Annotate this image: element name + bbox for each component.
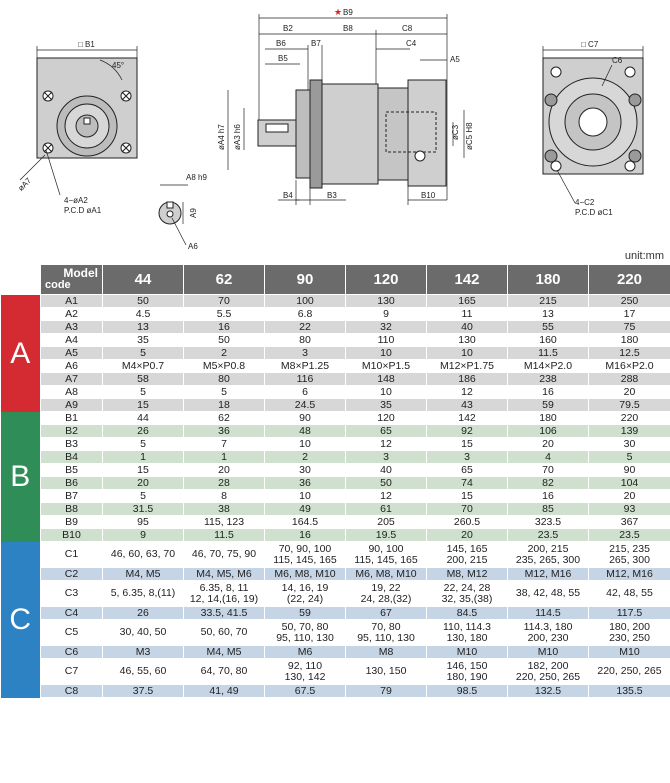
value-cell: 38, 42, 48, 55 — [508, 581, 589, 607]
value-cell: 20 — [589, 386, 670, 399]
value-cell: 146, 150 180, 190 — [427, 659, 508, 685]
value-cell: 20 — [184, 464, 265, 477]
code-cell: A5 — [41, 347, 103, 360]
value-cell: 59 — [508, 399, 589, 412]
value-cell: 90 — [589, 464, 670, 477]
code-cell: A2 — [41, 308, 103, 321]
label-b2: B2 — [283, 24, 293, 33]
table-row — [1, 542, 670, 568]
code-cell: A6 — [41, 360, 103, 373]
value-cell: 16 — [508, 386, 589, 399]
value-cell: 9 — [346, 308, 427, 321]
label-c7: □ C7 — [581, 40, 599, 49]
code-cell: A9 — [41, 399, 103, 412]
spec-table-body — [1, 295, 670, 698]
value-cell: 260.5 — [427, 516, 508, 529]
label-b9: B9 — [343, 8, 353, 17]
table-row — [1, 477, 670, 490]
code-cell: B7 — [41, 490, 103, 503]
value-cell: M6, M8, M10 — [265, 568, 346, 581]
label-c5: øC5 H8 — [465, 122, 474, 150]
value-cell: 92 — [427, 425, 508, 438]
unit-label: unit:mm — [624, 250, 664, 262]
model-header: 220 — [589, 265, 670, 295]
value-cell: 117.5 — [589, 607, 670, 620]
value-cell: M12, M16 — [589, 568, 670, 581]
code-cell: A4 — [41, 334, 103, 347]
value-cell: 65 — [427, 464, 508, 477]
value-cell: 33.5, 41.5 — [184, 607, 265, 620]
value-cell: 120 — [346, 412, 427, 425]
value-cell: 61 — [346, 503, 427, 516]
value-cell: 182, 200 220, 250, 265 — [508, 659, 589, 685]
value-cell: 15 — [103, 399, 184, 412]
value-cell: M4, M5 — [103, 568, 184, 581]
value-cell: 70 — [184, 295, 265, 308]
model-header: 180 — [508, 265, 589, 295]
value-cell: 110 — [346, 334, 427, 347]
value-cell: 205 — [346, 516, 427, 529]
value-cell: 90 — [265, 412, 346, 425]
value-cell: 36 — [265, 477, 346, 490]
table-row — [1, 464, 670, 477]
value-cell: 12 — [346, 490, 427, 503]
value-cell: 1 — [103, 451, 184, 464]
value-cell: 30 — [265, 464, 346, 477]
value-cell: 220, 250, 265 — [589, 659, 670, 685]
code-cell: C5 — [41, 620, 103, 646]
value-cell: 48 — [265, 425, 346, 438]
code-cell: A8 — [41, 386, 103, 399]
label-c6: C6 — [612, 56, 623, 65]
drawing-svg — [0, 0, 670, 262]
code-cell: B5 — [41, 464, 103, 477]
value-cell: 3 — [265, 347, 346, 360]
value-cell: 90, 100 115, 145, 165 — [346, 542, 427, 568]
value-cell: 16 — [265, 529, 346, 542]
value-cell: 114.5 — [508, 607, 589, 620]
value-cell: 75 — [589, 321, 670, 334]
value-cell: 62 — [184, 412, 265, 425]
value-cell: 106 — [508, 425, 589, 438]
value-cell: 6 — [265, 386, 346, 399]
value-cell: M8 — [346, 646, 427, 659]
header-spacer — [1, 265, 41, 295]
value-cell: 93 — [589, 503, 670, 516]
value-cell: 46, 55, 60 — [103, 659, 184, 685]
value-cell: 79 — [346, 685, 427, 698]
motor-flange-view — [543, 46, 643, 203]
value-cell: 37.5 — [103, 685, 184, 698]
label-b4: B4 — [283, 191, 293, 200]
dimension-drawing — [0, 0, 670, 262]
model-code-header — [41, 265, 103, 295]
model-header: 44 — [103, 265, 184, 295]
value-cell: 64, 70, 80 — [184, 659, 265, 685]
value-cell: M5×P0.8 — [184, 360, 265, 373]
value-cell: 13 — [508, 308, 589, 321]
value-cell: 5, 6.35, 8,(11) — [103, 581, 184, 607]
code-label: code — [45, 279, 71, 291]
label-c3: øC3 — [451, 124, 460, 140]
code-cell: B10 — [41, 529, 103, 542]
value-cell: 74 — [427, 477, 508, 490]
table-row — [1, 620, 670, 646]
code-cell: C7 — [41, 659, 103, 685]
value-cell: 16 — [508, 490, 589, 503]
value-cell: 10 — [346, 386, 427, 399]
value-cell: 132.5 — [508, 685, 589, 698]
label-a5: A5 — [450, 55, 460, 64]
value-cell: 142 — [427, 412, 508, 425]
value-cell: 59 — [265, 607, 346, 620]
label-b8: B8 — [343, 24, 353, 33]
value-cell: 70, 90, 100 115, 145, 165 — [265, 542, 346, 568]
label-a3: øA3 h6 — [233, 124, 242, 150]
value-cell: 30 — [589, 438, 670, 451]
value-cell: 16 — [184, 321, 265, 334]
spec-table — [0, 264, 670, 698]
value-cell: 82 — [508, 477, 589, 490]
value-cell: 50, 60, 70 — [184, 620, 265, 646]
value-cell: 15 — [103, 464, 184, 477]
value-cell: 4.5 — [103, 308, 184, 321]
value-cell: 130 — [427, 334, 508, 347]
group-label-b: B — [1, 412, 41, 542]
value-cell: M4, M5, M6 — [184, 568, 265, 581]
label-c2: 4−C2 — [575, 198, 595, 207]
label-a9: A9 — [189, 208, 198, 218]
value-cell: 180, 200 230, 250 — [589, 620, 670, 646]
code-cell: C6 — [41, 646, 103, 659]
value-cell: 20 — [427, 529, 508, 542]
label-a6: A6 — [188, 242, 198, 251]
table-row — [1, 516, 670, 529]
value-cell: 70, 80 95, 110, 130 — [346, 620, 427, 646]
table-row — [1, 373, 670, 386]
value-cell: 55 — [508, 321, 589, 334]
value-cell: 30, 40, 50 — [103, 620, 184, 646]
value-cell: M10 — [589, 646, 670, 659]
value-cell: 11.5 — [184, 529, 265, 542]
value-cell: 22 — [265, 321, 346, 334]
value-cell: 250 — [589, 295, 670, 308]
code-cell: B1 — [41, 412, 103, 425]
value-cell: 114.3, 180 200, 230 — [508, 620, 589, 646]
value-cell: 6.8 — [265, 308, 346, 321]
value-cell: 36 — [184, 425, 265, 438]
table-row — [1, 399, 670, 412]
table-row — [1, 438, 670, 451]
value-cell: 180 — [508, 412, 589, 425]
value-cell: 20 — [508, 438, 589, 451]
value-cell: 67 — [346, 607, 427, 620]
value-cell: 2 — [265, 451, 346, 464]
value-cell: 5 — [103, 490, 184, 503]
value-cell: 84.5 — [427, 607, 508, 620]
value-cell: 80 — [184, 373, 265, 386]
table-row — [1, 347, 670, 360]
value-cell: M10 — [508, 646, 589, 659]
value-cell: 11.5 — [508, 347, 589, 360]
value-cell: M12, M16 — [508, 568, 589, 581]
value-cell: 115, 123 — [184, 516, 265, 529]
value-cell: 5 — [184, 386, 265, 399]
code-cell: B3 — [41, 438, 103, 451]
model-header: 62 — [184, 265, 265, 295]
code-cell: A7 — [41, 373, 103, 386]
value-cell: 46, 60, 63, 70 — [103, 542, 184, 568]
value-cell: 5 — [589, 451, 670, 464]
value-cell: 367 — [589, 516, 670, 529]
value-cell: 238 — [508, 373, 589, 386]
label-b5: B5 — [278, 54, 288, 63]
code-cell: C3 — [41, 581, 103, 607]
value-cell: 215, 235 265, 300 — [589, 542, 670, 568]
table-row — [1, 503, 670, 516]
value-cell: 49 — [265, 503, 346, 516]
table-row — [1, 685, 670, 698]
value-cell: 2 — [184, 347, 265, 360]
shaft-end-view — [159, 185, 188, 245]
value-cell: M6, M8, M10 — [346, 568, 427, 581]
table-row — [1, 659, 670, 685]
value-cell: 50 — [103, 295, 184, 308]
value-cell: 12 — [427, 386, 508, 399]
value-cell: 40 — [427, 321, 508, 334]
code-cell: B4 — [41, 451, 103, 464]
value-cell: 38 — [184, 503, 265, 516]
code-cell: C4 — [41, 607, 103, 620]
value-cell: 50 — [346, 477, 427, 490]
table-row — [1, 425, 670, 438]
value-cell: 44 — [103, 412, 184, 425]
label-a2: 4−øA2 — [64, 196, 88, 205]
code-cell: A1 — [41, 295, 103, 308]
table-row — [1, 334, 670, 347]
label-a4: øA4 h7 — [217, 124, 226, 150]
value-cell: 70 — [508, 464, 589, 477]
table-row — [1, 607, 670, 620]
value-cell: 80 — [265, 334, 346, 347]
value-cell: 22, 24, 28 32, 35,(38) — [427, 581, 508, 607]
spec-table-container — [0, 264, 670, 698]
code-cell: A3 — [41, 321, 103, 334]
value-cell: 139 — [589, 425, 670, 438]
code-cell: B2 — [41, 425, 103, 438]
value-cell: 4 — [508, 451, 589, 464]
value-cell: 24.5 — [265, 399, 346, 412]
value-cell: 1 — [184, 451, 265, 464]
label-a7: øA7 — [16, 176, 34, 193]
value-cell: 95 — [103, 516, 184, 529]
value-cell: M10×P1.5 — [346, 360, 427, 373]
value-cell: 70 — [427, 503, 508, 516]
value-cell: 50, 70, 80 95, 110, 130 — [265, 620, 346, 646]
value-cell: 11 — [427, 308, 508, 321]
value-cell: 85 — [508, 503, 589, 516]
group-label-a: A — [1, 295, 41, 412]
value-cell: 148 — [346, 373, 427, 386]
label-b6: B6 — [276, 39, 286, 48]
label-angle: 45° — [112, 61, 125, 70]
value-cell: M6 — [265, 646, 346, 659]
table-row — [1, 386, 670, 399]
value-cell: 50 — [184, 334, 265, 347]
label-b1: □ B1 — [78, 40, 95, 49]
value-cell: 104 — [589, 477, 670, 490]
value-cell: 15 — [427, 490, 508, 503]
value-cell: 164.5 — [265, 516, 346, 529]
table-row — [1, 321, 670, 334]
label-b7: B7 — [311, 39, 321, 48]
label-b3: B3 — [327, 191, 337, 200]
code-cell: B9 — [41, 516, 103, 529]
label-pcd-c1: P.C.D øC1 — [575, 208, 613, 217]
code-cell: C2 — [41, 568, 103, 581]
value-cell: 10 — [265, 438, 346, 451]
value-cell: 9 — [103, 529, 184, 542]
value-cell: M4, M5 — [184, 646, 265, 659]
side-view — [228, 14, 464, 205]
value-cell: 14, 16, 19 (22, 24) — [265, 581, 346, 607]
value-cell: 43 — [427, 399, 508, 412]
table-row — [1, 568, 670, 581]
value-cell: 40 — [346, 464, 427, 477]
header-row — [1, 265, 670, 295]
value-cell: 3 — [346, 451, 427, 464]
value-cell: 32 — [346, 321, 427, 334]
value-cell: M12×P1.75 — [427, 360, 508, 373]
value-cell: 46, 70, 75, 90 — [184, 542, 265, 568]
value-cell: 41, 49 — [184, 685, 265, 698]
value-cell: 58 — [103, 373, 184, 386]
value-cell: 17 — [589, 308, 670, 321]
value-cell: 110, 114.3 130, 180 — [427, 620, 508, 646]
value-cell: 5 — [103, 386, 184, 399]
value-cell: 35 — [103, 334, 184, 347]
table-row — [1, 451, 670, 464]
code-cell: B6 — [41, 477, 103, 490]
model-header: 120 — [346, 265, 427, 295]
value-cell: 19, 22 24, 28,(32) — [346, 581, 427, 607]
model-label: Model — [63, 266, 98, 280]
value-cell: 220 — [589, 412, 670, 425]
value-cell: 13 — [103, 321, 184, 334]
label-b10: B10 — [421, 191, 436, 200]
table-row — [1, 529, 670, 542]
table-row — [1, 581, 670, 607]
table-row — [1, 308, 670, 321]
table-row — [1, 490, 670, 503]
value-cell: 28 — [184, 477, 265, 490]
value-cell: 100 — [265, 295, 346, 308]
value-cell: 6.35, 8, 11 12, 14,(16, 19) — [184, 581, 265, 607]
value-cell: 7 — [184, 438, 265, 451]
value-cell: 23.5 — [508, 529, 589, 542]
value-cell: 116 — [265, 373, 346, 386]
value-cell: 98.5 — [427, 685, 508, 698]
value-cell: 130, 150 — [346, 659, 427, 685]
value-cell: 12 — [346, 438, 427, 451]
table-row — [1, 646, 670, 659]
value-cell: 15 — [427, 438, 508, 451]
value-cell: 67.5 — [265, 685, 346, 698]
value-cell: 65 — [346, 425, 427, 438]
value-cell: 35 — [346, 399, 427, 412]
value-cell: 8 — [184, 490, 265, 503]
value-cell: 5 — [103, 438, 184, 451]
value-cell: 31.5 — [103, 503, 184, 516]
value-cell: 12.5 — [589, 347, 670, 360]
value-cell: 92, 110 130, 142 — [265, 659, 346, 685]
value-cell: 200, 215 235, 265, 300 — [508, 542, 589, 568]
value-cell: 26 — [103, 607, 184, 620]
value-cell: 180 — [589, 334, 670, 347]
value-cell: M3 — [103, 646, 184, 659]
value-cell: M16×P2.0 — [589, 360, 670, 373]
value-cell: 42, 48, 55 — [589, 581, 670, 607]
value-cell: 19.5 — [346, 529, 427, 542]
group-label-c: C — [1, 542, 41, 698]
value-cell: 160 — [508, 334, 589, 347]
label-pcd-a1: P.C.D øA1 — [64, 206, 102, 215]
value-cell: M14×P2.0 — [508, 360, 589, 373]
value-cell: M4×P0.7 — [103, 360, 184, 373]
label-c4: C4 — [406, 39, 417, 48]
value-cell: M8, M12 — [427, 568, 508, 581]
value-cell: 130 — [346, 295, 427, 308]
value-cell: 323.5 — [508, 516, 589, 529]
value-cell: 215 — [508, 295, 589, 308]
code-cell: C8 — [41, 685, 103, 698]
code-cell: C1 — [41, 542, 103, 568]
value-cell: 10 — [346, 347, 427, 360]
value-cell: 18 — [184, 399, 265, 412]
table-row — [1, 412, 670, 425]
value-cell: 20 — [589, 490, 670, 503]
label-a8: A8 h9 — [186, 173, 207, 182]
value-cell: 145, 165 200, 215 — [427, 542, 508, 568]
value-cell: 165 — [427, 295, 508, 308]
value-cell: 135.5 — [589, 685, 670, 698]
table-row — [1, 295, 670, 308]
model-header: 142 — [427, 265, 508, 295]
value-cell: M10 — [427, 646, 508, 659]
table-row — [1, 360, 670, 373]
value-cell: M8×P1.25 — [265, 360, 346, 373]
value-cell: 26 — [103, 425, 184, 438]
value-cell: 5 — [103, 347, 184, 360]
value-cell: 10 — [265, 490, 346, 503]
value-cell: 10 — [427, 347, 508, 360]
value-cell: 20 — [103, 477, 184, 490]
value-cell: 186 — [427, 373, 508, 386]
value-cell: 288 — [589, 373, 670, 386]
value-cell: 3 — [427, 451, 508, 464]
model-header: 90 — [265, 265, 346, 295]
label-c8: C8 — [402, 24, 413, 33]
value-cell: 23.5 — [589, 529, 670, 542]
value-cell: 5.5 — [184, 308, 265, 321]
value-cell: 79.5 — [589, 399, 670, 412]
star-icon: ★ — [334, 7, 343, 17]
code-cell: B8 — [41, 503, 103, 516]
